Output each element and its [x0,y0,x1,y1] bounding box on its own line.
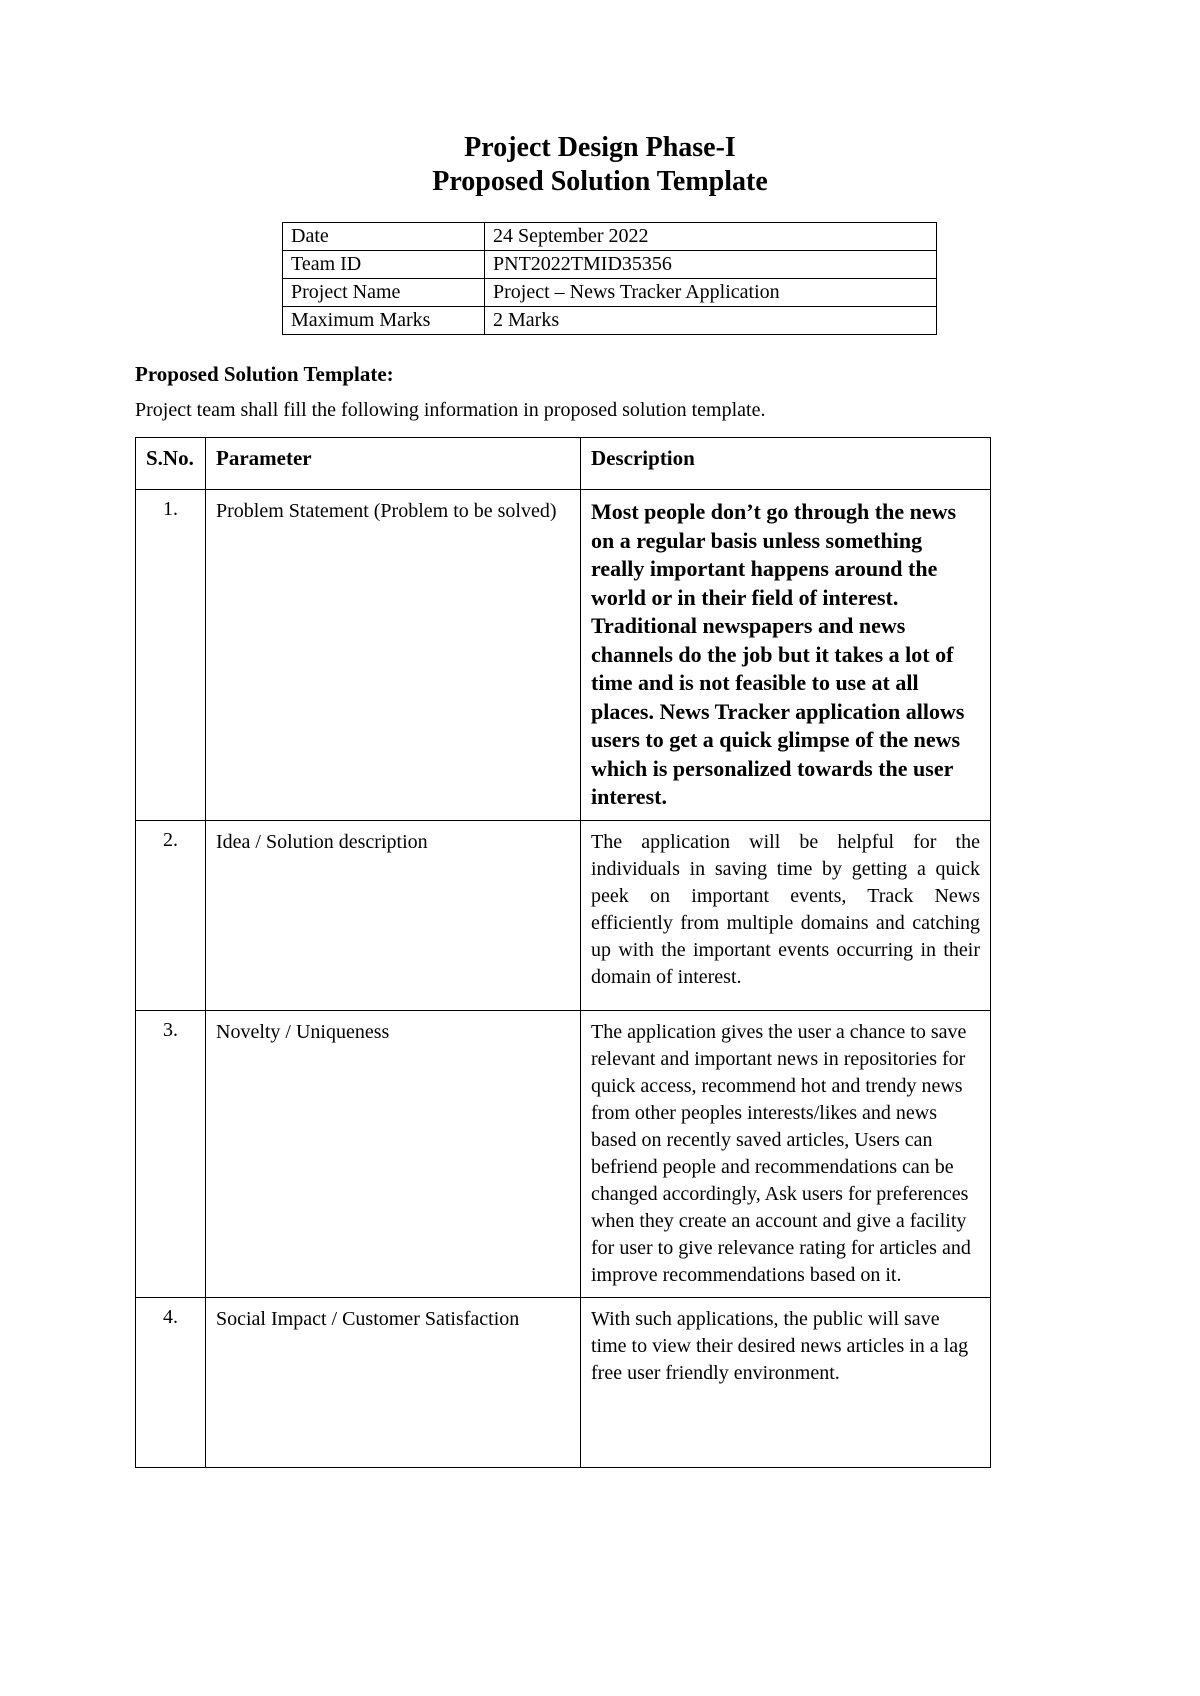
info-table [282,222,937,335]
row3-parameter: Novelty / Uniqueness [206,1010,581,1297]
row4-parameter: Social Impact / Customer Satisfaction [206,1297,581,1467]
info-value-maximum-marks: 2 Marks [485,307,937,335]
info-row-team-id [283,251,937,279]
table-row-novelty-uniqueness [136,1010,991,1297]
section-intro: Project team shall fill the following information in proposed solution template. [135,399,766,421]
table-header-row [136,438,991,490]
info-value-team-id: PNT2022TMID35356 [485,251,937,279]
row2-description: The application will be helpful for the individuals in saving time by getting a quick peek on important events, Track News efficiently from multiple domains and catching up with the important events occurring in their domain of interest. [581,820,991,1010]
info-value-project-name: Project – News Tracker Application [485,279,937,307]
row3-sno: 3. [136,1010,206,1297]
section-heading: Proposed Solution Template: [135,362,394,386]
info-row-project-name [283,279,937,307]
row2-parameter: Idea / Solution description [206,820,581,1010]
table-row-idea-solution [136,820,991,1010]
info-row-date [283,223,937,251]
info-label-project-name: Project Name [283,279,485,307]
info-value-date: 24 September 2022 [485,223,937,251]
row1-parameter: Problem Statement (Problem to be solved) [206,490,581,821]
info-label-team-id: Team ID [283,251,485,279]
proposed-solution-table [135,437,991,1468]
document-title-line1: Project Design Phase-I [464,132,736,163]
row1-description: Most people don’t go through the news on a regular basis unless something really important happens around the world or in their field of interest. Traditional newspapers and news channels do the job but it takes a lot of time and is not feasible to use at all places. News Tracker application allows users to get a quick glimpse of the news which is personalized towards the user interest. [581,490,991,821]
info-label-date: Date [283,223,485,251]
header-description: Description [581,438,991,490]
info-label-maximum-marks: Maximum Marks [283,307,485,335]
info-row-maximum-marks [283,307,937,335]
table-row-problem-statement [136,490,991,821]
document-title [0,131,1200,199]
row4-description: With such applications, the public will save time to view their desired news articles in a lag free user friendly environment. [581,1297,991,1467]
table-row-social-impact [136,1297,991,1467]
header-sno: S.No. [136,438,206,490]
document-title-line2: Proposed Solution Template [432,166,768,197]
row1-sno: 1. [136,490,206,821]
row3-description: The application gives the user a chance to save relevant and important news in repositories for quick access, recommend hot and trendy news from other peoples interests/likes and news based on recently saved articles, Users can befriend people and recommendations can be changed accordingly, Ask users for preferences when they create an account and give a facility for user to give relevance rating for articles and improve recommendations based on it. [581,1010,991,1297]
row2-sno: 2. [136,820,206,1010]
row4-sno: 4. [136,1297,206,1467]
header-parameter: Parameter [206,438,581,490]
